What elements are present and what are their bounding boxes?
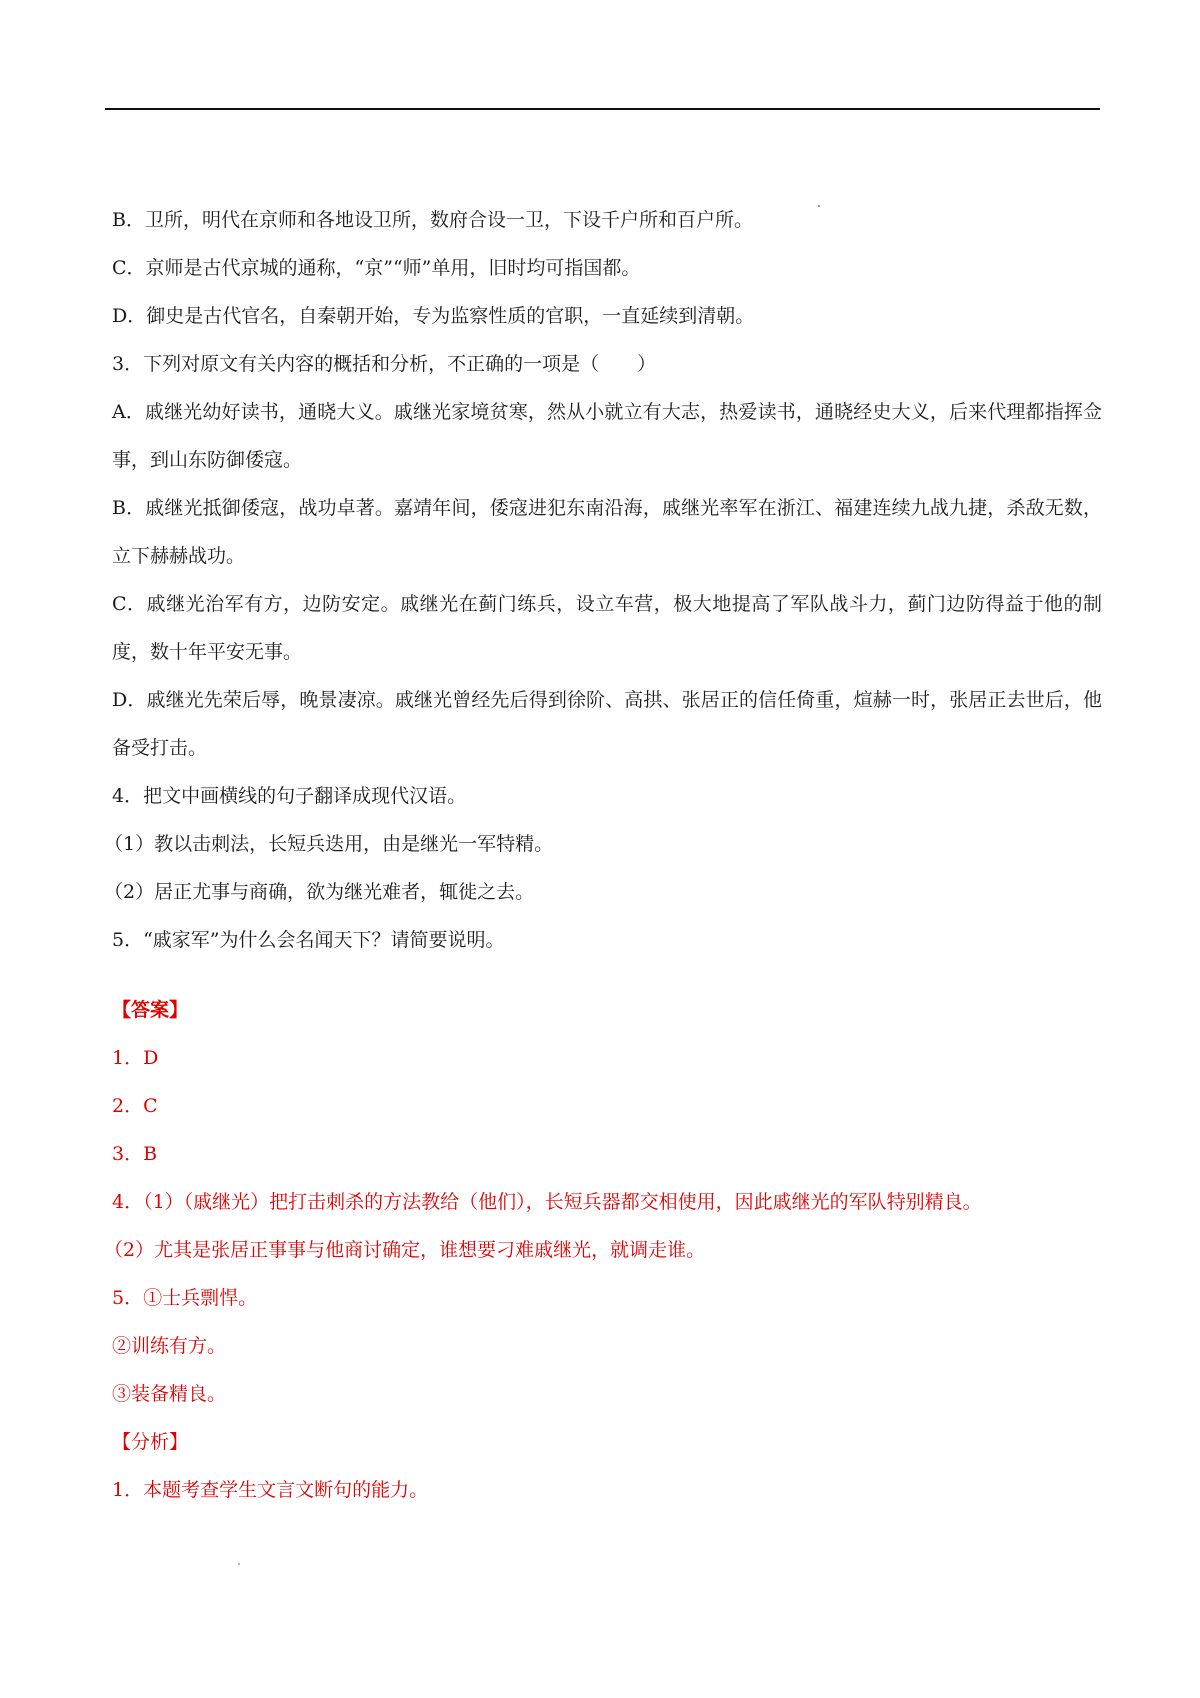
answer-1: 1．D — [112, 1047, 159, 1069]
answer-5-point-2: ②训练有方。 — [112, 1335, 227, 1357]
q4-sentence-1: （1）教以击刺法，长短兵迭用，由是继光一军特精。 — [104, 833, 554, 855]
q2-option-b: B．卫所，明代在京师和各地设卫所，数府合设一卫，下设千户所和百户所。 — [112, 209, 753, 231]
q3-option-a: A．戚继光幼好读书，通晓大义。戚继光家境贫寒，然从小就立有大志，热爱读书，通晓经史大义，后来代理都指挥佥事，到山东防御倭寇。 — [112, 401, 1102, 471]
q3-option-b: B．戚继光抵御倭寇，战功卓著。嘉靖年间，倭寇进犯东南沿海，戚继光率军在浙江、福建连续九战九捷，杀敌无数，立下赫赫战功。 — [112, 497, 1102, 567]
analysis-heading: 【分析】 — [112, 1431, 189, 1453]
header-rule — [105, 108, 1100, 110]
q4-sentence-2: （2）居正尤事与商确，欲为继光难者，辄徙之去。 — [104, 881, 535, 903]
q4-stem: 4．把文中画横线的句子翻译成现代汉语。 — [112, 785, 467, 807]
stray-mark — [238, 1563, 240, 1565]
answer-heading: 【答案】 — [112, 999, 189, 1021]
answer-5-point-1: 5．①士兵剽悍。 — [112, 1287, 258, 1309]
answer-4-part-1: 4．（1）（戚继光）把打击刺杀的方法教给（他们），长短兵器都交相使用，因此戚继光的军队特别精良。 — [112, 1191, 982, 1213]
q5-stem: 5．“戚家军”为什么会名闻天下？请简要说明。 — [112, 929, 505, 951]
q2-option-d: D．御史是古代官名，自秦朝开始，专为监察性质的官职，一直延续到清朝。 — [112, 305, 755, 327]
document-body — [104, 196, 1102, 1514]
q3-option-d: D．戚继光先荣后辱，晚景凄凉。戚继光曾经先后得到徐阶、高拱、张居正的信任倚重，煊赫一时，张居正去世后，他备受打击。 — [112, 689, 1102, 759]
answer-2: 2．C — [112, 1095, 158, 1117]
q3-stem: 3．下列对原文有关内容的概括和分析，不正确的一项是（ ） — [112, 353, 657, 375]
q3-option-c: C．戚继光治军有方，边防安定。戚继光在蓟门练兵，设立车营，极大地提高了军队战斗力，蓟门边防得益于他的制度，数十年平安无事。 — [112, 593, 1102, 663]
analysis-1: 1．本题考查学生文言文断句的能力。 — [112, 1479, 429, 1501]
answer-5-point-3: ③装备精良。 — [112, 1383, 227, 1405]
q2-option-c: C．京师是古代京城的通称，“京”“师”单用，旧时均可指国都。 — [112, 257, 641, 279]
answer-3: 3．B — [112, 1143, 158, 1165]
answer-4-part-2: （2）尤其是张居正事事与他商讨确定，谁想要刁难戚继光，就调走谁。 — [104, 1239, 706, 1261]
